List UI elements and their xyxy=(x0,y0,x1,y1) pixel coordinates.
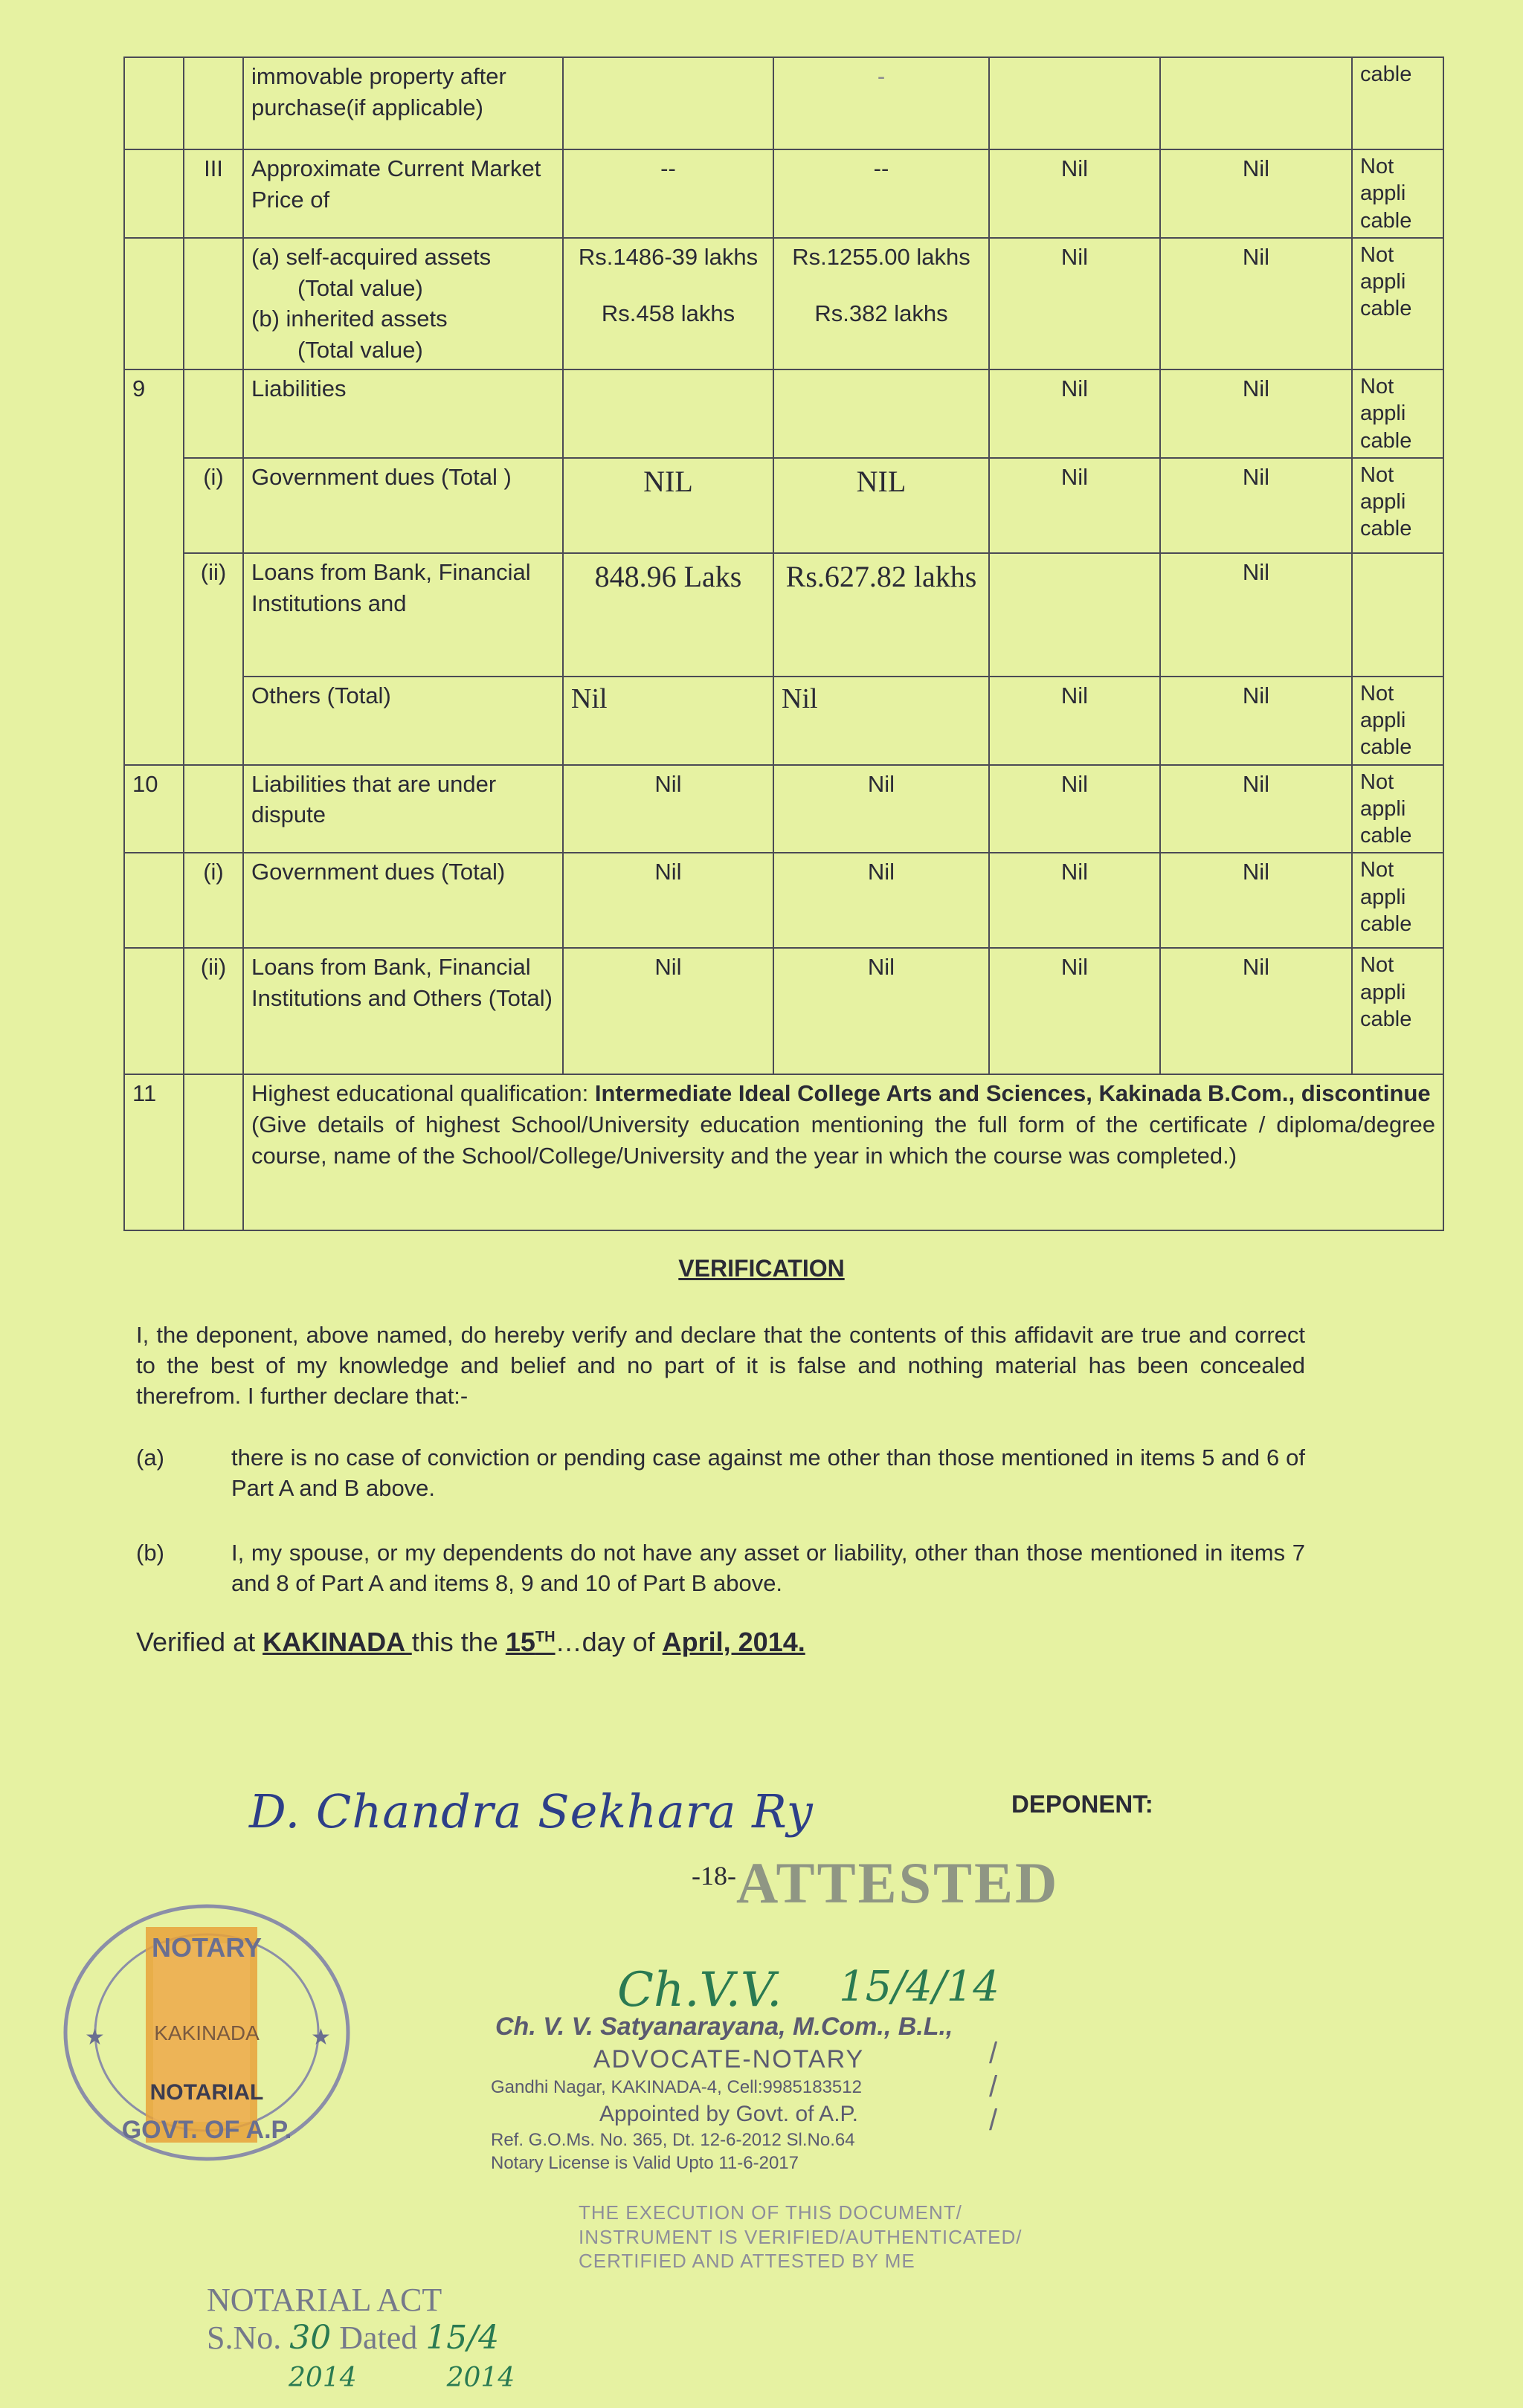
cell: Nil xyxy=(1160,677,1352,765)
cell: Nil xyxy=(989,458,1160,553)
cell: Nil xyxy=(989,853,1160,948)
cell: Nil xyxy=(1160,369,1352,458)
stamp-name: Ch. V. V. Satyanarayana, M.Com., B.L., xyxy=(495,2012,953,2041)
cell xyxy=(773,369,989,458)
cell: Not appli cable xyxy=(1352,677,1443,765)
row-sub: (ii) xyxy=(184,553,243,677)
qualification-note: (Give details of highest School/University education mentioning the full form of the certificate / diploma/degree course, name of the School/College/University and the year in which the course was completed.) xyxy=(251,1111,1435,1169)
cell: -- xyxy=(563,149,773,238)
cell: Not appli cable xyxy=(1352,853,1443,948)
cell: - xyxy=(773,57,989,149)
row-sub: III xyxy=(184,149,243,238)
cell xyxy=(563,57,773,149)
verified-day-suffix: TH xyxy=(535,1629,556,1645)
cell: Nil xyxy=(563,853,773,948)
cell: -- xyxy=(773,149,989,238)
cell: Nil xyxy=(989,369,1160,458)
cell: Nil xyxy=(1160,553,1352,677)
cell: Nil xyxy=(1160,238,1352,369)
item-label: (a) xyxy=(136,1445,164,1471)
row-desc: Loans from Bank, Financial Institutions and xyxy=(243,553,563,677)
stamp-appointed: Appointed by Govt. of A.P. xyxy=(599,2101,859,2126)
stamp-reference: Ref. G.O.Ms. No. 365, Dt. 12-6-2012 Sl.No.64 xyxy=(491,2129,855,2150)
row-sub xyxy=(184,1074,243,1230)
seal-bottom-text: GOVT. OF A.P. xyxy=(121,2116,292,2144)
table-row xyxy=(124,853,1443,948)
serial-number: 30 xyxy=(289,2319,332,2357)
row-desc: Government dues (Total) xyxy=(243,853,563,948)
table-row xyxy=(124,1074,1443,1230)
stamp-title: ADVOCATE-NOTARY xyxy=(593,2045,865,2074)
cell: Nil xyxy=(773,948,989,1074)
cell: Nil xyxy=(773,765,989,853)
serial-label: S.No. xyxy=(207,2320,282,2356)
cell: Nil xyxy=(1160,853,1352,948)
table-row xyxy=(124,458,1443,553)
seal-mid-text: KAKINADA xyxy=(154,2021,260,2044)
cell: Nil xyxy=(563,765,773,853)
cell: Not appli cable xyxy=(1352,238,1443,369)
row-no: 10 xyxy=(124,765,184,853)
table-row xyxy=(124,369,1443,458)
exec-line: CERTIFIED AND ATTESTED BY ME xyxy=(579,2250,915,2272)
row-sub xyxy=(184,765,243,853)
row-sub xyxy=(184,238,243,369)
advocate-stamp xyxy=(491,2010,967,2175)
verified-mid: this the xyxy=(411,1627,506,1657)
svg-text:★: ★ xyxy=(311,2024,331,2050)
deponent-label: DEPONENT: xyxy=(1011,1790,1153,1818)
table-row xyxy=(124,149,1443,238)
year-handwritten: 2014 xyxy=(289,2363,357,2393)
verification-paragraph: I, the deponent, above named, do hereby verify and declare that the contents of this affidavit are true and correct to the best of my knowledge and belief and no part of it is false and nothing material has been concealed therefrom. I further declare that:- xyxy=(136,1322,1305,1410)
row-desc: Loans from Bank, Financial Institutions and Others (Total) xyxy=(243,948,563,1074)
declaration-item-a xyxy=(136,1442,1305,1503)
value: Rs.1486-39 lakhs xyxy=(578,243,759,270)
cell: Not appli cable xyxy=(1352,948,1443,1074)
row-sub xyxy=(184,57,243,149)
value: Rs.1255.00 lakhs xyxy=(792,243,970,270)
row-desc xyxy=(243,238,563,369)
cell: cable xyxy=(1352,57,1443,149)
row-no xyxy=(124,238,184,369)
advocate-sign-date: 15/4/14 xyxy=(839,1963,999,2011)
exec-line: INSTRUMENT IS VERIFIED/AUTHENTICATED/ xyxy=(579,2225,1023,2248)
row-sub xyxy=(184,369,243,458)
desc-line: (b) inherited assets xyxy=(251,306,448,332)
row-desc: immovable property after purchase(if applicable) xyxy=(243,57,563,149)
cell: Nil xyxy=(1160,765,1352,853)
cell: Nil xyxy=(989,149,1160,238)
cell xyxy=(563,238,773,369)
desc-line: (Total value) xyxy=(297,337,423,364)
page-number: -18- xyxy=(692,1861,736,1891)
row-no: 11 xyxy=(124,1074,184,1230)
row-no xyxy=(124,677,184,765)
stamp-address: Gandhi Nagar, KAKINADA-4, Cell:9985183512 xyxy=(491,2077,862,2098)
execution-stamp xyxy=(579,2201,1040,2273)
desc-line: (Total value) xyxy=(297,274,423,301)
row-no xyxy=(124,553,184,677)
cell: NIL xyxy=(773,458,989,553)
exec-line: THE EXECUTION OF THIS DOCUMENT/ xyxy=(579,2201,962,2224)
table-row xyxy=(124,57,1443,149)
value: Rs.458 lakhs xyxy=(601,300,735,326)
advocate-signature: Ch.V.V. xyxy=(617,1963,782,2018)
stamp-license: Notary License is Valid Upto 11-6-2017 xyxy=(491,2152,799,2173)
item-text: there is no case of conviction or pending case against me other than those mentioned in items 5 and 6 of Part A and B above. xyxy=(231,1445,1305,1502)
row-no xyxy=(124,57,184,149)
seal-label: NOTARIAL xyxy=(149,2080,264,2105)
desc-line: (a) self-acquired assets xyxy=(251,243,492,270)
row-sub: (i) xyxy=(184,458,243,553)
table-row xyxy=(124,238,1443,369)
value: Rs.382 lakhs xyxy=(814,300,948,326)
dated-value: 15/4 xyxy=(425,2319,500,2357)
row-desc: Liabilities xyxy=(243,369,563,458)
svg-text:★: ★ xyxy=(85,2024,105,2050)
cell: Nil xyxy=(563,677,773,765)
row-no: 9 xyxy=(124,369,184,458)
row-sub: (ii) xyxy=(184,948,243,1074)
cell: Nil xyxy=(989,238,1160,369)
notarial-title: NOTARIAL ACT xyxy=(207,2282,442,2318)
cell xyxy=(989,553,1160,677)
item-text: I, my spouse, or my dependents do not have any asset or liability, other than those mentioned in items 7 and 8 of Part A and items 8, 9 and 10 of Part B above. xyxy=(231,1540,1305,1597)
cell xyxy=(989,57,1160,149)
cell: Not appli cable xyxy=(1352,149,1443,238)
qualification-value: Intermediate Ideal College Arts and Sciences, Kakinada B.Com., discontinue xyxy=(594,1080,1431,1107)
row-no xyxy=(124,458,184,553)
item-label: (b) xyxy=(136,1540,164,1566)
cell: Nil xyxy=(1160,948,1352,1074)
cell: Nil xyxy=(1160,149,1352,238)
cell: Nil xyxy=(989,948,1160,1074)
row-sub: (i) xyxy=(184,853,243,948)
row-desc: Others (Total) xyxy=(243,677,563,765)
qualification-label: Highest educational qualification: xyxy=(251,1080,589,1107)
cell: NIL xyxy=(563,458,773,553)
table-row xyxy=(124,677,1443,765)
cell xyxy=(1160,57,1352,149)
cell xyxy=(773,238,989,369)
cell: 848.96 Laks xyxy=(563,553,773,677)
seal-top-text: NOTARY xyxy=(152,1932,262,1963)
verified-date: April, 2014. xyxy=(662,1627,805,1657)
declaration-item-b xyxy=(136,1537,1305,1598)
deponent-signature: D. Chandra Sekhara Ry xyxy=(249,1784,814,1839)
cell: Not appli cable xyxy=(1352,369,1443,458)
verified-line xyxy=(136,1627,805,1658)
verified-dots: …day of xyxy=(555,1627,663,1657)
cell: Nil xyxy=(989,677,1160,765)
qualification-cell xyxy=(243,1074,1443,1230)
verified-day: 15 xyxy=(505,1627,535,1657)
notarial-act-stamp xyxy=(207,2281,515,2395)
cell: Nil xyxy=(989,765,1160,853)
table-row xyxy=(124,948,1443,1074)
notary-seal-icon xyxy=(58,1899,355,2166)
row-sub xyxy=(184,677,243,765)
cell: Nil xyxy=(563,948,773,1074)
cell: Nil xyxy=(1160,458,1352,553)
row-no xyxy=(124,149,184,238)
row-desc: Liabilities that are under dispute xyxy=(243,765,563,853)
verified-prefix: Verified at xyxy=(136,1627,263,1657)
row-desc: Approximate Current Market Price of xyxy=(243,149,563,238)
pen-ticks: / / / xyxy=(989,2037,998,2137)
dated-label: Dated xyxy=(339,2320,426,2356)
cell: Nil xyxy=(773,677,989,765)
row-desc: Government dues (Total ) xyxy=(243,458,563,553)
cell: Rs.627.82 lakhs xyxy=(773,553,989,677)
assets-liabilities-table xyxy=(123,57,1444,1231)
notarial-serial-line xyxy=(207,2319,515,2357)
row-no xyxy=(124,948,184,1074)
cell: Nil xyxy=(773,853,989,948)
cell xyxy=(563,369,773,458)
notarial-years xyxy=(207,2357,515,2395)
cell: Not appli cable xyxy=(1352,765,1443,853)
row-no xyxy=(124,853,184,948)
verified-place: KAKINADA xyxy=(263,1627,412,1657)
attested-stamp: ATTESTED xyxy=(736,1850,1060,1915)
table-row xyxy=(124,765,1443,853)
verification-heading: VERIFICATION xyxy=(678,1255,845,1282)
year-handwritten: 2014 xyxy=(446,2363,515,2393)
table-row xyxy=(124,553,1443,677)
qualification-line xyxy=(251,1078,1435,1109)
cell: Not appli cable xyxy=(1352,458,1443,553)
cell xyxy=(1352,553,1443,677)
